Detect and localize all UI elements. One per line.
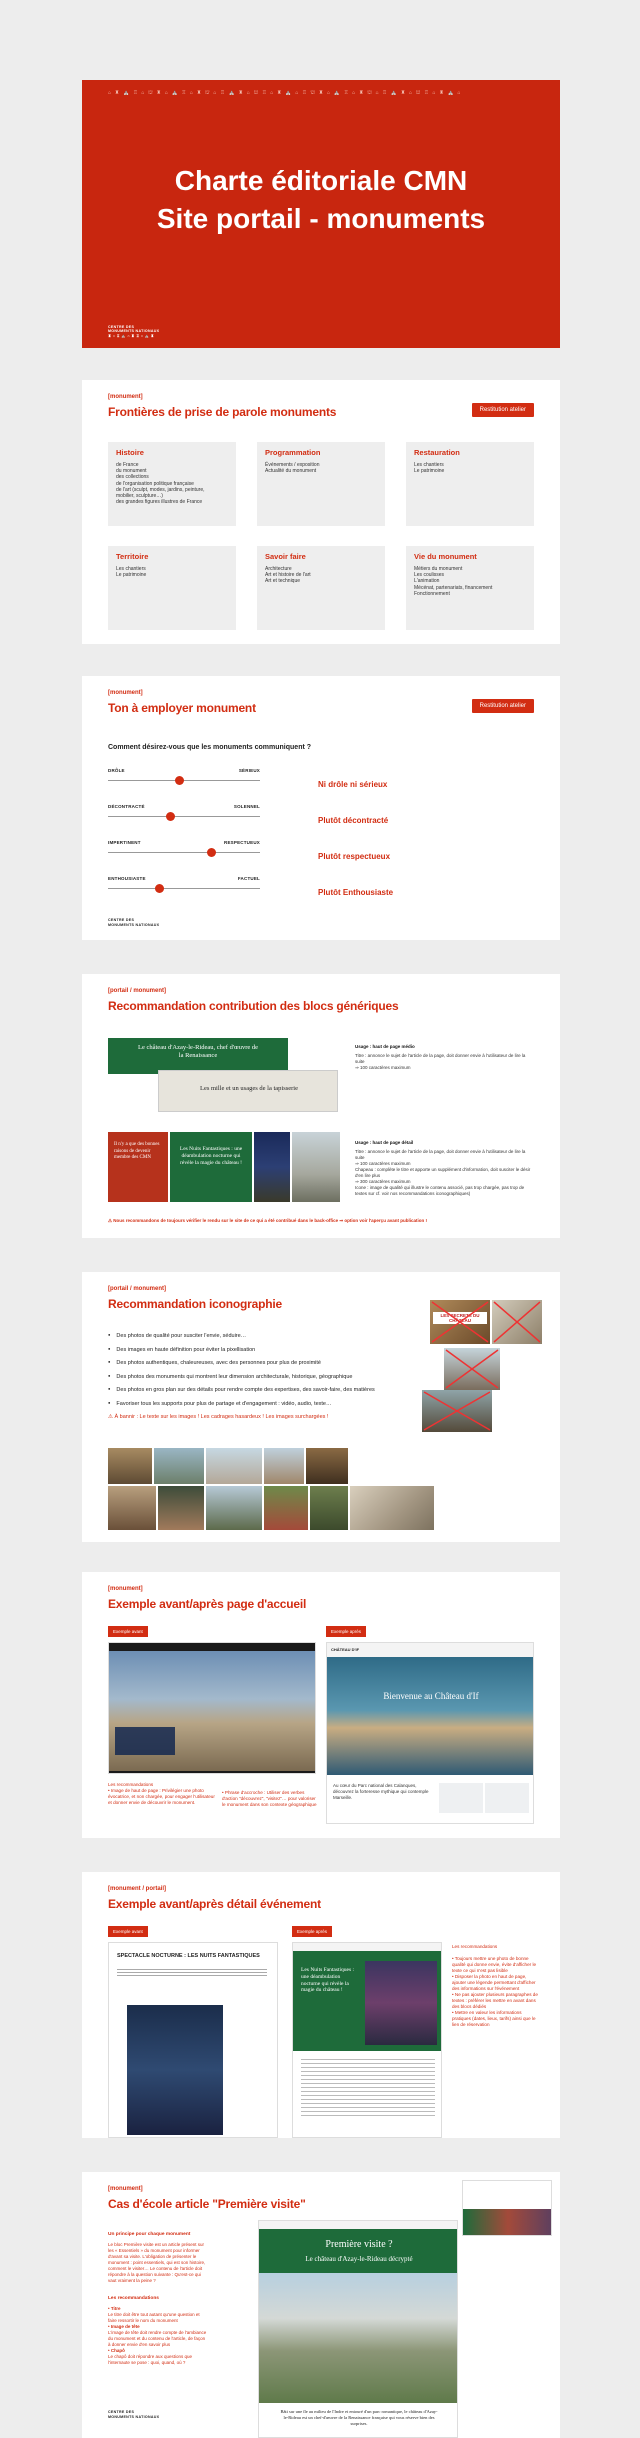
- good-photo: [264, 1448, 304, 1484]
- premiere-visite-slide: [82, 2172, 560, 2438]
- restitution-button[interactable]: Restitution atelier: [472, 403, 534, 417]
- scale-knob[interactable]: [166, 812, 175, 821]
- cross-icon: [430, 1300, 490, 1344]
- slide-tag: [monument]: [108, 2186, 143, 2192]
- card-body: Événements / exposition Actualité du monument: [265, 462, 320, 475]
- before-label: Exemple avant: [108, 1626, 148, 1637]
- good-photo: [206, 1448, 262, 1484]
- scale-track: [108, 888, 260, 889]
- green-hero: [259, 2229, 458, 2273]
- slide-title: Frontières de prise de parole monuments: [108, 405, 337, 419]
- scale-knob[interactable]: [175, 776, 184, 785]
- good-photo: [158, 1486, 204, 1530]
- card-title: Programmation: [265, 448, 321, 457]
- logo-line: MONUMENTS NATIONAUX: [108, 329, 160, 333]
- info-card: [439, 1783, 483, 1813]
- cross-icon: [444, 1348, 500, 1390]
- usage-title: Usage : haut de page médio: [355, 1044, 415, 1049]
- slide-tag: [portail / monument]: [108, 1286, 166, 1292]
- brand-name: CHÂTEAU D'IF: [331, 1647, 360, 1652]
- evenement-example-slide: [82, 1872, 560, 2138]
- slide-tag: [monument]: [108, 1586, 143, 1592]
- card-histoire: [108, 442, 236, 526]
- text-lines: [301, 2059, 435, 2119]
- slide-tag: [monument / portail]: [108, 1886, 166, 1892]
- slide-title: Exemple avant/après détail événement: [108, 1897, 321, 1911]
- warning-note: ⚠ Nous recommandons de toujours vérifier le rendu sur le site de ce qui a été contribué dans le back-office ⇒ option voir l'aperçu avant publication !: [108, 1218, 427, 1223]
- list-item: ● Favoriser tous les supports pour plus de partage et d'engagement : vidéo, audio, texte…: [108, 1397, 408, 1411]
- scale-left-label: ENTHOUSIASTE: [108, 876, 146, 881]
- reco-list: [108, 2306, 208, 2366]
- bad-example-image: [430, 1300, 490, 1344]
- blocs-generiques-slide: [82, 974, 560, 1238]
- banner-grey: [158, 1070, 338, 1112]
- site-header: [293, 1943, 442, 1951]
- scale-track: [108, 816, 260, 817]
- list-item: ● Des photos des monuments qui montrent leur dimension architecturale, historique, géographique: [108, 1370, 408, 1384]
- tone-scale[interactable]: [108, 804, 260, 817]
- scale-result: Plutôt décontracté: [318, 816, 389, 825]
- cmn-logo: [108, 325, 159, 339]
- before-label: Exemple avant: [108, 1926, 148, 1937]
- logo-icons: ♜ ⌂ ♖ ⛪ ⌂ ♜ ♖ ⌂ ⛪ ♜: [108, 333, 155, 338]
- card-title: Vie du monument: [414, 552, 477, 561]
- question-text: Comment désirez-vous que les monuments communiquent ?: [108, 744, 312, 751]
- card-title: Restauration: [414, 448, 460, 457]
- site-header: [327, 1643, 534, 1657]
- scale-left-label: DRÔLE: [108, 768, 125, 773]
- slide-title: Exemple avant/après page d'accueil: [108, 1597, 307, 1611]
- promo-block: [108, 1132, 168, 1202]
- tone-scale[interactable]: [108, 840, 260, 853]
- scale-left-label: IMPERTINENT: [108, 840, 141, 845]
- slide-tag: [monument]: [108, 394, 143, 400]
- intro-text: Bâti sur une île au milieu de l'Indre et entouré d'un parc romantique, le château d'Azay-le-Rideau est un chef-d'œuvre de la Renaissance française qui vous réserve bien des surprises.: [280, 2409, 438, 2426]
- iconographie-slide: [82, 1272, 560, 1542]
- bad-image-text: LES SECRETS DU CHÂTEAU: [433, 1312, 487, 1324]
- usage-body: Titre : annonce le sujet de l'article de la page, doit donner envie à l'utilisateur de lire la suite ⇒ 100 caractères maximum Chapeau : complète le titre et apporte un supplément d'information, doit susciter le désir d'en lire plus ⇒ 300 caractères maximum Icone : image de qualité qui illustre le contenu associé, pas trop chargée, pas trop de textes sur cf. voir nos recommandations iconographiques): [355, 1149, 531, 1196]
- bad-example-image: [444, 1348, 500, 1390]
- card-body: Architecture Art et histoire de l'art Art et technique: [265, 566, 311, 585]
- cover-slide: [82, 80, 560, 348]
- thumbnail-screenshot: [462, 2180, 552, 2236]
- scale-result: Plutôt Enthousiaste: [318, 888, 394, 897]
- site-header: [259, 2221, 458, 2229]
- list-item: ● Des photos authentiques, chaleureuses, avec des personnes pour plus de proximité: [108, 1356, 408, 1370]
- card-body: Métiers du monument Les coulisses L'animation Mécénat, partenariats, financement Fonctionnement: [414, 566, 493, 597]
- principle-body: Le bloc Première visite est un article présent sur les « Essentiels » du monument pour informer d'avant sa visite. L'obligation de présenter le monument : point essentiels, qui est son histoire, comment le visiter… Le contenu de l'article doit répondre à la question suivante : Qu'est-ce qui vaut vraiment la peine ?: [108, 2242, 206, 2283]
- poster-image: [127, 2005, 223, 2135]
- before-caption: Les recommandations • Image de haut de page : Privilégier une photo évocatrice, et non chargée, pour engager l'utilisateur et donner envie de découvrir le monument.: [108, 1782, 215, 1805]
- slide-title: Recommandation contribution des blocs génériques: [108, 999, 399, 1013]
- logo-line: CENTRE DES: [108, 2410, 135, 2414]
- card-vie-monument: [406, 546, 534, 630]
- banner-text: Le château d'Azay-le-Rideau, chef d'œuvre de la Renaissance: [138, 1044, 259, 1059]
- cross-icon: [492, 1300, 542, 1344]
- after-label: Exemple après: [292, 1926, 332, 1937]
- slide-title: Cas d'école article "Première visite": [108, 2197, 306, 2211]
- scale-result: Ni drôle ni sérieux: [318, 780, 388, 789]
- intro-text: Au cœur du Parc national des Calanques, découvrez la forteresse mythique qui contemple Marseille.: [333, 1783, 429, 1800]
- card-title: Territoire: [116, 552, 149, 561]
- slide-title: Recommandation iconographie: [108, 1297, 282, 1311]
- logo-line: CENTRE DES: [108, 918, 135, 922]
- reco-text: L'image de tête doit rendre compte de l'ambiance du monument et du contenu de l'article, de façon à donner envie d'en savoir plus: [108, 2330, 207, 2347]
- list-item: ● Des photos en gros plan sur des détails pour rendre compte des expertises, des savoir-faire, des matières: [108, 1383, 408, 1397]
- slide-tag: [monument]: [108, 690, 143, 696]
- event-text: Les Nuits Fantastiques : une déambulation nocturne qui révèle la magie du château !: [179, 1146, 243, 1166]
- card-savoir-faire: [257, 546, 385, 630]
- banner-green: [108, 1038, 288, 1074]
- after-label: Exemple après: [326, 1626, 366, 1637]
- scale-right-label: RESPECTUEUX: [224, 840, 260, 845]
- card-territoire: [108, 546, 236, 630]
- thumbnail-image: [463, 2209, 552, 2236]
- green-hero: [293, 1951, 442, 2051]
- reco-heading: • Chapô: [108, 2348, 125, 2353]
- slide-tag: [portail / monument]: [108, 988, 166, 994]
- logo-line: CENTRE DES: [108, 324, 135, 329]
- slide-title: Ton à employer monument: [108, 701, 256, 715]
- after-screenshot: [326, 1642, 534, 1824]
- after-screenshot: [292, 1942, 442, 2138]
- before-caption-2: • Phrase d'accroche : Utiliser des verbes d'action "découvrez", "visitez"… pour valoriser le monument dans son contexte géographique: [222, 1790, 317, 1807]
- scale-right-label: FACTUEL: [237, 876, 260, 881]
- good-photo: [310, 1486, 348, 1530]
- logo-line: MONUMENTS NATIONAUX: [108, 922, 160, 927]
- chateau-azay-image: [259, 2273, 458, 2403]
- good-photo: [306, 1448, 348, 1484]
- cross-icon: [422, 1390, 492, 1432]
- scale-knob[interactable]: [207, 848, 216, 857]
- scale-track: [108, 780, 260, 781]
- good-photo: [108, 1448, 152, 1484]
- scale-right-label: SÉRIEUX: [238, 768, 260, 773]
- good-photo: [154, 1448, 204, 1484]
- welcome-title: Bienvenue au Château d'If: [383, 1691, 479, 1701]
- warning-item: ⚠ À bannir : Le texte sur les images ! Les cadrages hasardeux ! Les images surchargées !: [108, 1414, 329, 1420]
- overlay-box: [115, 1727, 175, 1755]
- card-body: Les chantiers Le patrimoine: [116, 566, 147, 579]
- chateau-if-image: [327, 1657, 534, 1775]
- usage-note: [355, 1140, 535, 1197]
- promo-text: Il n'y a que des bonnes raisons de devenir membre des CMN: [114, 1142, 160, 1160]
- reco-heading: • Titre: [108, 2306, 121, 2311]
- reco-text: Le chapô doit répondre aux questions que l'internaute se pose : quoi, quand, où ?: [108, 2354, 193, 2365]
- card-body: Les chantiers Le patrimoine: [414, 462, 445, 475]
- reco-text: Le titre doit être tout autant qu'une question et faire ressortir le nom du monument: [108, 2312, 200, 2323]
- cmn-logo: [108, 2410, 159, 2419]
- cover-title: [82, 162, 560, 238]
- card-body: de France du monument des collections de l'organisation politique française de l'art (sculpt, modes, jardins, peinture, mobilier, sculpture…) des grandes figures illustres de France: [116, 462, 205, 506]
- scale-knob[interactable]: [155, 884, 164, 893]
- ton-slide: [82, 676, 560, 940]
- before-heading: SPECTACLE NOCTURNE : LES NUITS FANTASTIQUES: [117, 1953, 260, 1959]
- scale-result: Plutôt respectueux: [318, 852, 391, 861]
- cmn-logo: [108, 918, 159, 927]
- info-card: [485, 1783, 529, 1813]
- castle-day-image: [292, 1132, 340, 1202]
- hero-title: Première visite ?: [325, 2239, 393, 2250]
- list-item: ● Des images en haute définition pour éviter la pixellisation: [108, 1343, 408, 1357]
- good-photo: [350, 1486, 434, 1530]
- card-title: Savoir faire: [265, 552, 306, 561]
- text-lines: [117, 1969, 267, 1977]
- card-title: Histoire: [116, 448, 144, 457]
- card-restauration: [406, 442, 534, 526]
- usage-body: Titre : annonce le sujet de l'article de la page, doit donner envie à l'utilisateur de lire la suite ⇒ 100 caractères maximum: [355, 1053, 526, 1070]
- hero-subtitle: Le château d'Azay-le-Rideau décrypté: [305, 2255, 413, 2263]
- frontieres-slide: [82, 380, 560, 644]
- good-photo: [108, 1486, 156, 1530]
- before-screenshot: [108, 1942, 278, 2138]
- logo-line: MONUMENTS NATIONAUX: [108, 2414, 160, 2419]
- scale-left-label: DÉCONTRACTÉ: [108, 804, 145, 809]
- accueil-example-slide: [82, 1572, 560, 1838]
- event-block: [170, 1132, 252, 1202]
- reco-title: Les recommandations: [108, 2296, 159, 2301]
- after-heading: Les Nuits Fantastiques : une déambulation nocturne qui révèle la magie du château !: [301, 1967, 355, 1994]
- monument-pattern: ⌂ ♜ ⛪ ♖ ⌂ ⛫ ♜ ⌂ ⛪ ♖ ⌂ ♜ ⛫ ⌂ ♖ ⛪ ♜ ⌂ ⛫ ♖ ⌂ ♜ ⛪ ⌂ ♖ ⛫ ♜ ⌂ ⛪ ♖ ⌂ ♜ ⛫ ⌂ ♖ ⛪ ♜ ⌂ ⛫ ♖ ⌂ ♜ ⛪ ⌂: [108, 90, 462, 96]
- cover-title-line2: Site portail - monuments: [156, 203, 486, 234]
- event-photo: [365, 1961, 437, 2045]
- usage-note: [355, 1044, 535, 1071]
- banner-text: Les mille et un usages de la tapisserie: [199, 1085, 298, 1092]
- castle-night-image: [254, 1132, 290, 1202]
- reco-title: Les recommandations: [452, 1944, 498, 1949]
- usage-title: Usage : haut de page détail: [355, 1140, 414, 1145]
- scale-right-label: SOLENNEL: [233, 804, 260, 809]
- card-programmation: [257, 442, 385, 526]
- reco-heading: • Image de tête: [108, 2324, 140, 2329]
- restitution-button[interactable]: Restitution atelier: [472, 699, 534, 713]
- reco-body: • Toujours mettre une photo de bonne qualité qui donne envie, évite d'afficher le texte ce qui n'est pas lisible • Disposer la photo en haut de page, ajouter une légende permettant d'afficher des informations sur l'événement • Ne pas ajouter plusieurs paragraphes de textes : préférer les mettre en avant dans des blocs dédiés • Mettre en valeur les informations pratiques (dates, lieux, tarifs) ainsi que le lien de réservation: [452, 1956, 538, 2027]
- principle-title: Un principe pour chaque monument: [108, 2232, 191, 2237]
- list-item: ● Des photos de qualité pour susciter l'envie, séduire…: [108, 1329, 408, 1343]
- recommendations-list: [108, 1329, 408, 1424]
- good-photo: [206, 1486, 262, 1530]
- good-photo: [264, 1486, 308, 1530]
- bad-example-image: [422, 1390, 492, 1432]
- bad-example-image: [492, 1300, 542, 1344]
- before-screenshot: [108, 1642, 316, 1774]
- scale-track: [108, 852, 260, 853]
- article-screenshot: [258, 2220, 458, 2438]
- tone-scale[interactable]: [108, 876, 260, 889]
- tone-scale[interactable]: [108, 768, 260, 781]
- cover-title-line1: Charte éditoriale CMN: [174, 165, 468, 196]
